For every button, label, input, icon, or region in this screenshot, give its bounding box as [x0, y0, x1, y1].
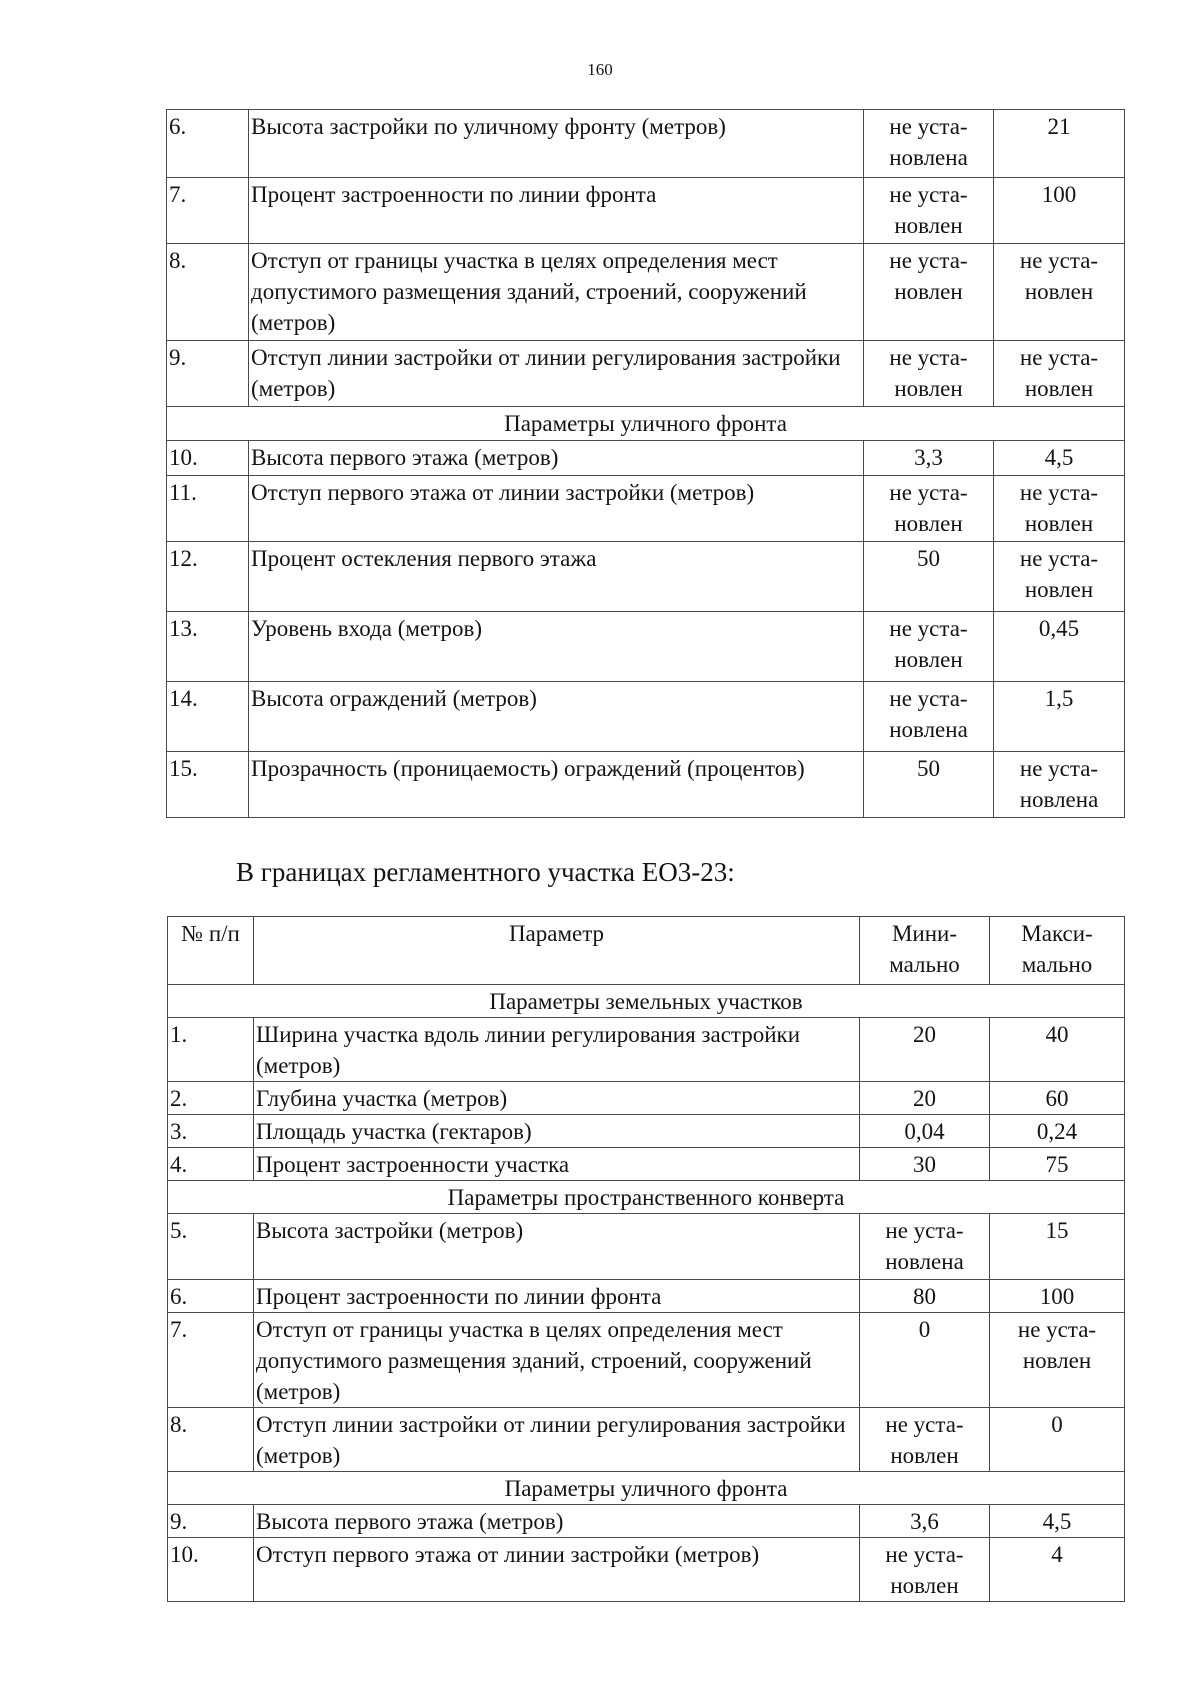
row-max-value: 4,5: [990, 1505, 1125, 1538]
row-max-value: 1,5: [994, 682, 1125, 752]
row-parameter: Высота ограждений (метров): [249, 682, 864, 752]
row-number: 8.: [168, 1408, 254, 1472]
row-min-value: не уста- новлен: [864, 178, 994, 244]
section-caption: В границах регламентного участка ЕО3-23:: [236, 857, 735, 887]
regulation-table-eo3-23: [167, 916, 1125, 1602]
section-row-street: [168, 1472, 1125, 1505]
table-header-row: [168, 917, 1125, 985]
table-row: [168, 1538, 1125, 1602]
row-parameter: Глубина участка (метров): [254, 1082, 860, 1115]
header-min: Мини- мально: [860, 917, 990, 985]
section-title: Параметры уличного фронта: [168, 1472, 1125, 1505]
row-parameter: Процент застроенности по линии фронта: [254, 1280, 860, 1313]
row-parameter: Отступ от границы участка в целях определения мест допустимого размещения зданий, строений, сооружений (метров): [249, 244, 864, 341]
row-number: 10.: [167, 441, 249, 476]
row-max-value: не уста- новлен: [994, 341, 1125, 407]
row-min-value: 0,04: [860, 1115, 990, 1148]
row-min-value: не уста- новлена: [860, 1214, 990, 1280]
row-max-value: 75: [990, 1148, 1125, 1181]
row-max-value: 60: [990, 1082, 1125, 1115]
row-max-value: 0: [990, 1408, 1125, 1472]
section-row-envelope: [168, 1181, 1125, 1214]
row-min-value: не уста- новлена: [864, 682, 994, 752]
row-number: 4.: [168, 1148, 254, 1181]
row-parameter: Высота застройки по уличному фронту (метров): [249, 110, 864, 178]
row-parameter: Отступ линии застройки от линии регулирования застройки (метров): [254, 1408, 860, 1472]
regulation-table-continued: [166, 109, 1125, 818]
row-parameter: Высота застройки (метров): [254, 1214, 860, 1280]
row-number: 1.: [168, 1018, 254, 1082]
header-num: № п/п: [168, 917, 254, 985]
row-min-value: 20: [860, 1082, 990, 1115]
row-parameter: Отступ линии застройки от линии регулирования застройки (метров): [249, 341, 864, 407]
row-min-value: 20: [860, 1018, 990, 1082]
table-row: [167, 612, 1125, 682]
table-row: [167, 542, 1125, 612]
table-row: [168, 1313, 1125, 1408]
row-parameter: Уровень входа (метров): [249, 612, 864, 682]
row-max-value: 0,45: [994, 612, 1125, 682]
row-max-value: 21: [994, 110, 1125, 178]
row-max-value: не уста- новлен: [990, 1313, 1125, 1408]
row-min-value: 3,3: [864, 441, 994, 476]
row-parameter: Процент застроенности по линии фронта: [249, 178, 864, 244]
row-max-value: не уста- новлен: [994, 244, 1125, 341]
row-max-value: не уста- новлен: [994, 542, 1125, 612]
row-max-value: 40: [990, 1018, 1125, 1082]
table-row: [167, 341, 1125, 407]
header-max: Макси- мально: [990, 917, 1125, 985]
row-min-value: не уста- новлен: [860, 1408, 990, 1472]
table-row: [168, 1148, 1125, 1181]
row-max-value: 15: [990, 1214, 1125, 1280]
row-max-value: 100: [990, 1280, 1125, 1313]
row-max-value: не уста- новлен: [994, 476, 1125, 542]
row-max-value: 4,5: [994, 441, 1125, 476]
header-param: Параметр: [254, 917, 860, 985]
row-number: 7.: [167, 178, 249, 244]
row-min-value: 30: [860, 1148, 990, 1181]
row-min-value: не уста- новлен: [864, 476, 994, 542]
table-row: [168, 1018, 1125, 1082]
table-row: [167, 441, 1125, 476]
row-max-value: 4: [990, 1538, 1125, 1602]
row-number: 10.: [168, 1538, 254, 1602]
table-row: [168, 1082, 1125, 1115]
row-number: 6.: [168, 1280, 254, 1313]
table-row: [167, 476, 1125, 542]
row-parameter: Процент застроенности участка: [254, 1148, 860, 1181]
row-number: 11.: [167, 476, 249, 542]
row-min-value: не уста- новлен: [864, 341, 994, 407]
table-row: [167, 110, 1125, 178]
row-min-value: 50: [864, 752, 994, 818]
row-number: 9.: [168, 1505, 254, 1538]
table-row: [168, 1115, 1125, 1148]
row-min-value: не уста- новлен: [860, 1538, 990, 1602]
section-title: Параметры уличного фронта: [167, 407, 1125, 441]
table-row: [168, 1408, 1125, 1472]
row-min-value: не уста- новлен: [864, 244, 994, 341]
row-number: 2.: [168, 1082, 254, 1115]
table-row: [167, 244, 1125, 341]
row-number: 12.: [167, 542, 249, 612]
row-number: 8.: [167, 244, 249, 341]
row-max-value: 0,24: [990, 1115, 1125, 1148]
row-parameter: Процент остекления первого этажа: [249, 542, 864, 612]
row-min-value: не уста- новлена: [864, 110, 994, 178]
section-row-land: [168, 985, 1125, 1018]
row-number: 5.: [168, 1214, 254, 1280]
row-min-value: 0: [860, 1313, 990, 1408]
row-number: 7.: [168, 1313, 254, 1408]
section-row-street-front: [167, 407, 1125, 441]
row-number: 14.: [167, 682, 249, 752]
row-number: 15.: [167, 752, 249, 818]
row-parameter: Высота первого этажа (метров): [249, 441, 864, 476]
row-parameter: Ширина участка вдоль линии регулирования застройки (метров): [254, 1018, 860, 1082]
row-min-value: 80: [860, 1280, 990, 1313]
row-min-value: 50: [864, 542, 994, 612]
table-row: [168, 1214, 1125, 1280]
row-parameter: Отступ первого этажа от линии застройки (метров): [254, 1538, 860, 1602]
row-parameter: Отступ от границы участка в целях определения мест допустимого размещения зданий, строений, сооружений (метров): [254, 1313, 860, 1408]
row-number: 9.: [167, 341, 249, 407]
row-parameter: Прозрачность (проницаемость) ограждений (процентов): [249, 752, 864, 818]
row-number: 3.: [168, 1115, 254, 1148]
page-number: 160: [587, 60, 613, 79]
row-min-value: 3,6: [860, 1505, 990, 1538]
row-max-value: 100: [994, 178, 1125, 244]
row-number: 13.: [167, 612, 249, 682]
row-parameter: Высота первого этажа (метров): [254, 1505, 860, 1538]
table-row: [168, 1280, 1125, 1313]
section-title: Параметры земельных участков: [168, 985, 1125, 1018]
row-number: 6.: [167, 110, 249, 178]
table-row: [167, 682, 1125, 752]
row-min-value: не уста- новлен: [864, 612, 994, 682]
section-title: Параметры пространственного конверта: [168, 1181, 1125, 1214]
row-max-value: не уста- новлена: [994, 752, 1125, 818]
row-parameter: Площадь участка (гектаров): [254, 1115, 860, 1148]
row-parameter: Отступ первого этажа от линии застройки (метров): [249, 476, 864, 542]
table-row: [167, 178, 1125, 244]
table-row: [168, 1505, 1125, 1538]
table-row: [167, 752, 1125, 818]
